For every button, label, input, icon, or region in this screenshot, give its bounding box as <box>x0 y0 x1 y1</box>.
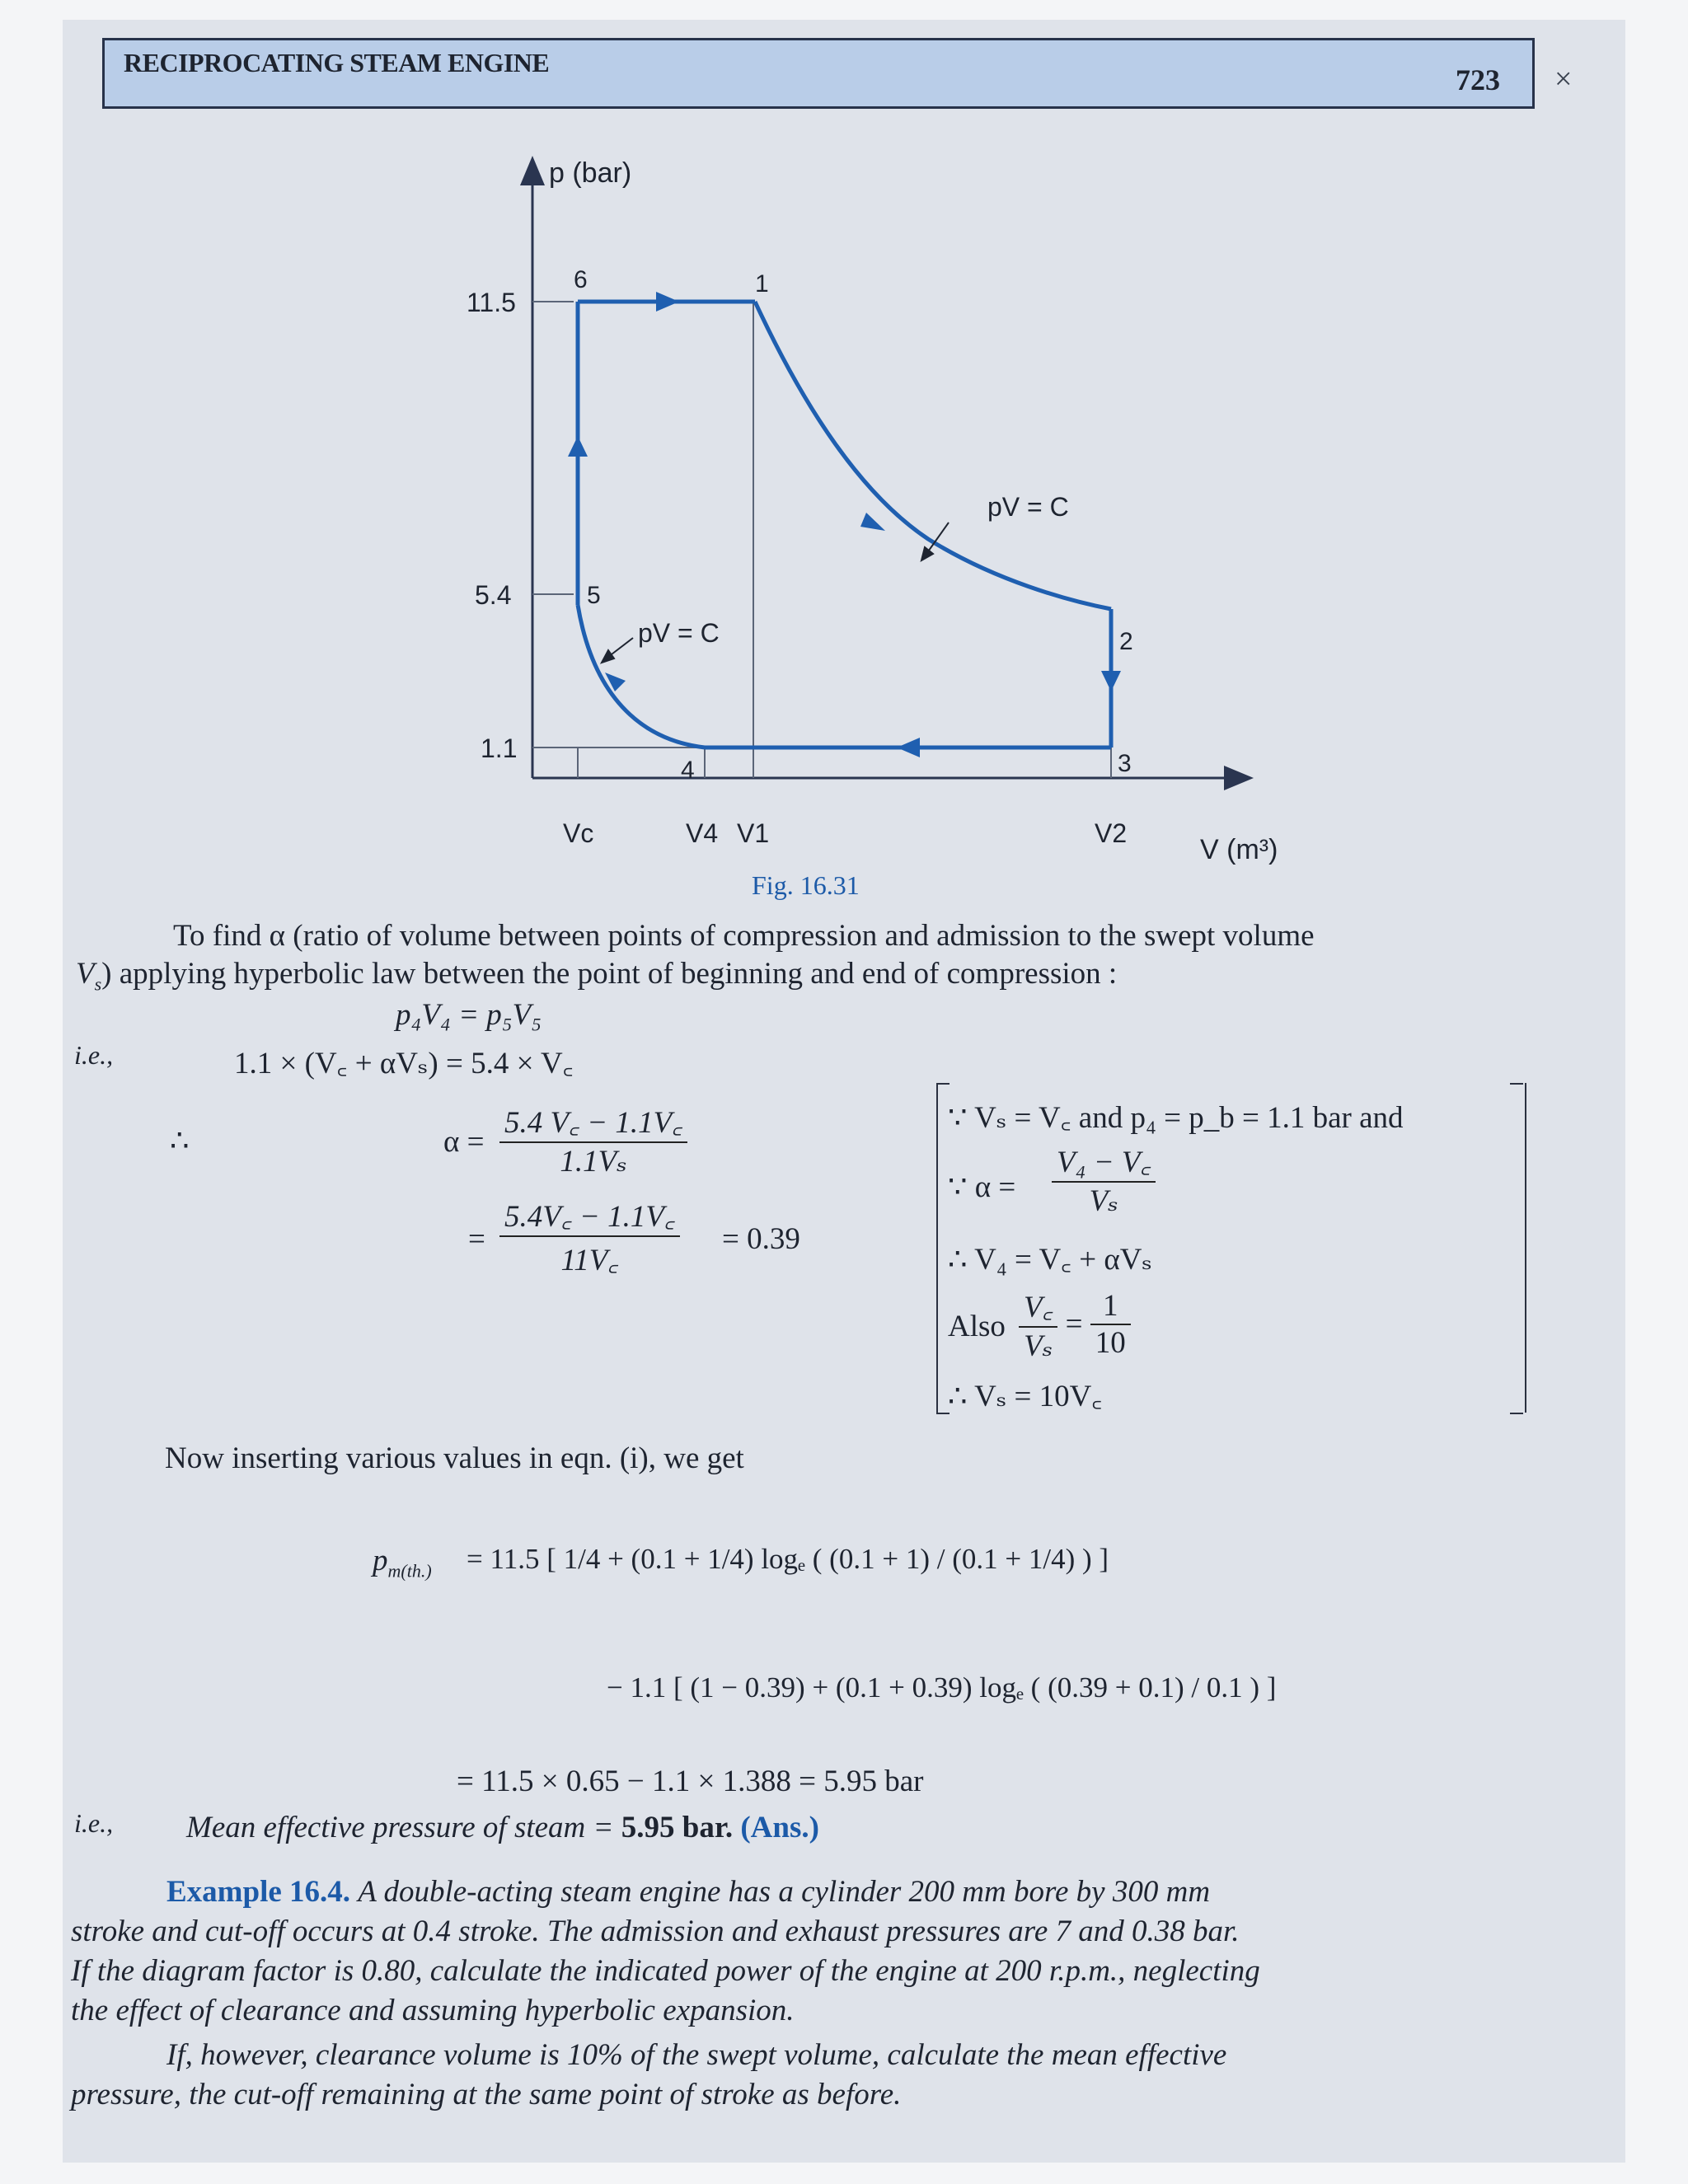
pm-label <box>373 1543 432 1582</box>
therefore-symbol: ∴ <box>170 1124 190 1158</box>
bracket-alpha-frac <box>1052 1139 1156 1219</box>
bracket-corner-tr <box>1510 1083 1523 1085</box>
book-page <box>63 20 1625 2163</box>
annotation-expansion: pV = C <box>987 492 1069 522</box>
intro-line-1: To find α (ratio of volume between points of compression and admission to the swept volume <box>173 919 1315 953</box>
bracket-ratio-frac-2 <box>1090 1288 1131 1361</box>
bracket-ratio-num: V꜀ <box>1019 1284 1057 1328</box>
equation-1.1: 1.1 × (V꜀ + αVₛ) = 5.4 × V꜀ <box>234 1047 574 1080</box>
alpha-equals: α = <box>443 1125 485 1159</box>
arrow-up <box>568 436 588 457</box>
alpha-result: = 0.39 <box>722 1222 800 1256</box>
example-line-2: stroke and cut-off occurs at 0.4 stroke. The admission and exhaust pressures are 7 and 0.38 bar. <box>71 1915 1240 1948</box>
example-line-4: the effect of clearance and assuming hyperbolic expansion. <box>71 1994 795 2027</box>
pm-symbol: p <box>373 1544 388 1577</box>
point-label-2: 2 <box>1119 628 1133 655</box>
bracket-ratio-eq: = <box>1065 1307 1083 1341</box>
alpha2-denominator: 11V꜀ <box>560 1244 619 1277</box>
pencil-mark: × <box>1554 62 1573 96</box>
running-header-title: RECIPROCATING STEAM ENGINE <box>124 48 550 77</box>
intro-vs: V <box>76 957 95 991</box>
alpha-fraction <box>499 1099 687 1179</box>
intro-line-2 <box>76 956 1117 995</box>
alpha-denominator: 1.1Vₛ <box>560 1145 627 1179</box>
bracket-corner-tl <box>936 1083 950 1085</box>
now-inserting: Now inserting various values in eqn. (i), we get <box>165 1441 744 1475</box>
y-tick-1.1: 1.1 <box>481 733 518 763</box>
equation-p4v4: p₄V₄ = p₅V₅ <box>396 998 542 1032</box>
bracket-line-1: ∵ Vₛ = V꜀ and p₄ = p_b = 1.1 bar and <box>948 1101 1404 1135</box>
example-line-6: pressure, the cut-off remaining at the same point of stroke as before. <box>71 2078 902 2111</box>
leader-compression-head <box>602 650 614 663</box>
arrow-admission <box>656 292 679 312</box>
ie-label-2: i.e., <box>74 1808 114 1838</box>
mep-result <box>186 1810 819 1845</box>
example-line-1 <box>166 1874 1210 1910</box>
arrow-exhaust <box>897 738 920 757</box>
y-axis-label: p (bar) <box>549 157 632 189</box>
mep-text: Mean effective pressure of steam = <box>186 1811 614 1844</box>
example-label: Example 16.4. <box>166 1875 351 1909</box>
bracket-alpha-num: V₄ − V꜀ <box>1052 1139 1156 1183</box>
mep-ans: (Ans.) <box>740 1811 819 1844</box>
direction-arrows <box>568 292 1121 757</box>
page-number: 723 <box>1456 63 1500 96</box>
bracket-ratio-num-2: 1 <box>1090 1288 1131 1325</box>
point-label-4: 4 <box>681 757 695 784</box>
alpha2-numerator: 5.4V꜀ − 1.1V꜀ <box>499 1193 680 1237</box>
arrow-release <box>1101 671 1121 691</box>
arrow-expansion <box>860 513 885 531</box>
bracket-ratio-den: Vₛ <box>1024 1329 1053 1363</box>
x-tick-v1: V1 <box>737 818 770 848</box>
alpha-frac-2 <box>499 1193 680 1279</box>
bracket-line-3: ∴ V₄ = V꜀ + αVₛ <box>948 1243 1152 1277</box>
bracket-alpha-den: Vₛ <box>1089 1184 1118 1218</box>
pm-equation-1: = 11.5 [ 1/4 + (0.1 + 1/4) logₑ ( (0.1 + 1) / (0.1 + 1/4) ) ] <box>467 1543 1109 1575</box>
pm-equation-3: = 11.5 × 0.65 − 1.1 × 1.388 = 5.95 bar <box>457 1765 924 1798</box>
alpha-frac <box>499 1099 687 1179</box>
cycle-line <box>578 302 1111 748</box>
pv-diagram <box>368 143 1324 902</box>
bracket-line-4-prefix: Also <box>948 1310 1006 1343</box>
alpha-eq-sign: = <box>468 1222 485 1256</box>
point-label-3: 3 <box>1118 750 1132 777</box>
leader-compression <box>608 638 633 657</box>
x-axis-label: V (m³) <box>1200 834 1278 865</box>
bracket-ratio-den-2: 10 <box>1095 1325 1126 1360</box>
annotation-compression: pV = C <box>638 618 720 648</box>
bracket-ratio-frac <box>1019 1284 1057 1364</box>
x-tick-v4: V4 <box>686 818 719 848</box>
pm-equation-2: − 1.1 [ (1 − 0.39) + (0.1 + 0.39) logₑ ( (0.39 + 0.1) / 0.1 ) ] <box>607 1671 1277 1704</box>
expansion-curve <box>755 302 1111 609</box>
pm-subscript: m(th.) <box>387 1560 432 1582</box>
x-tick-vc: Vc <box>563 818 594 848</box>
example-text-1: A double-acting steam engine has a cylinder 200 mm bore by 300 mm <box>358 1875 1211 1909</box>
x-tick-v2: V2 <box>1095 818 1128 848</box>
bracket-line-4-fraction <box>1019 1284 1131 1364</box>
y-tick-5.4: 5.4 <box>475 580 512 610</box>
intro-vs-sub: s <box>94 973 102 995</box>
intro-line-2-rest: ) applying hyperbolic law between the point of beginning and end of compression : <box>101 957 1118 991</box>
bracket-corner-br <box>1510 1413 1523 1414</box>
example-line-5: If, however, clearance volume is 10% of the swept volume, calculate the mean effective <box>166 2038 1227 2072</box>
mep-value: 5.95 bar. <box>621 1811 734 1844</box>
point-label-5: 5 <box>587 582 601 609</box>
alpha-fraction-2 <box>499 1193 680 1279</box>
figure-caption: Fig. 16.31 <box>752 870 860 900</box>
bracket-line-2-fraction <box>1052 1139 1156 1219</box>
bracket-line-5: ∴ Vₛ = 10V꜀ <box>948 1380 1103 1413</box>
point-label-6: 6 <box>574 266 588 293</box>
bracket-line-2-prefix: ∵ α = <box>948 1170 1016 1204</box>
y-tick-11.5: 11.5 <box>467 288 516 317</box>
alpha-numerator: 5.4 V꜀ − 1.1V꜀ <box>499 1099 687 1143</box>
ie-label-1: i.e., <box>74 1040 114 1070</box>
example-line-3: If the diagram factor is 0.80, calculate the indicated power of the engine at 200 r.p.m., neglecting <box>71 1954 1260 1988</box>
point-label-1: 1 <box>755 270 769 298</box>
leader-expansion-head <box>921 547 933 560</box>
